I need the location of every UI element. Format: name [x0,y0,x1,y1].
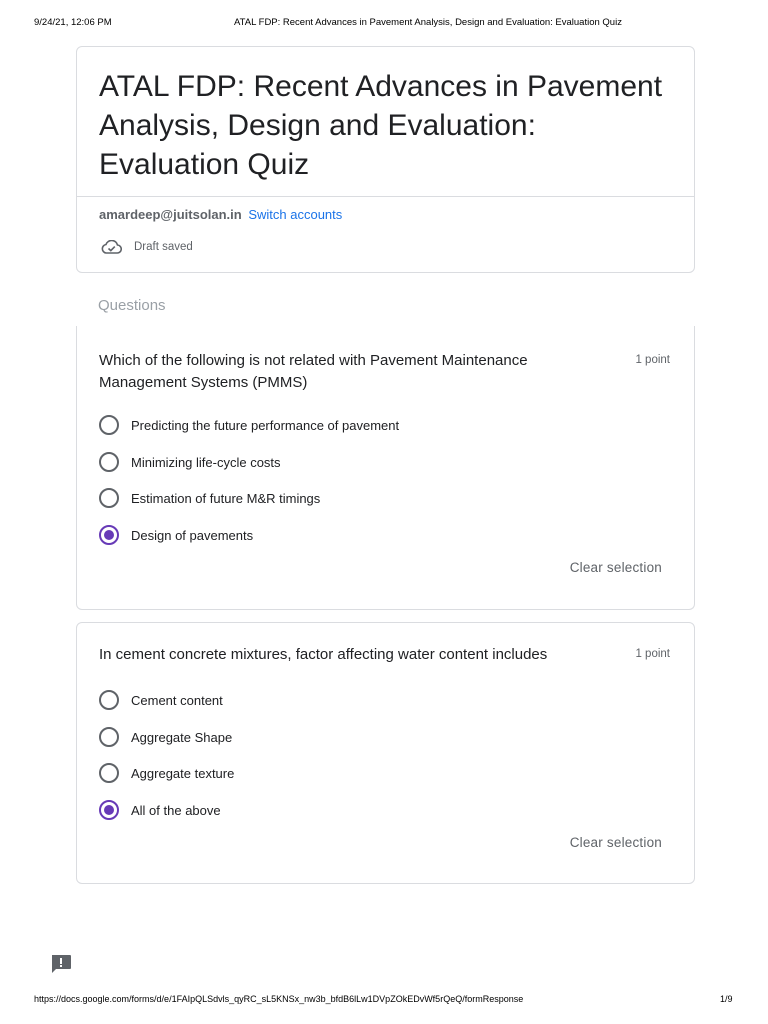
radio-button[interactable] [99,488,119,508]
question-card-1 [76,326,695,610]
clear-selection-button[interactable]: Clear selection [569,560,662,575]
option-label: Predicting the future performance of pavement [131,417,400,433]
option-label: Aggregate Shape [131,729,233,745]
question-card-2 [76,622,695,884]
option-label: Aggregate texture [131,765,235,781]
print-header [0,17,768,31]
question-points: 1 point [635,354,670,366]
radio-button[interactable] [99,690,119,710]
radio-option[interactable] [99,414,399,436]
radio-option-selected[interactable] [99,524,253,546]
header-divider [77,196,694,197]
question-title: In cement concrete mixtures, factor affecting water content includes [99,646,548,663]
option-label: All of the above [131,802,221,818]
account-row [99,207,342,222]
radio-button[interactable] [99,452,119,472]
radio-option[interactable] [99,451,281,473]
radio-option[interactable] [99,689,223,711]
draft-status-text: Draft saved [134,241,193,253]
radio-option[interactable] [99,762,234,784]
form-title: ATAL FDP: Recent Advances in Pavement Analysis, Design and Evaluation: Evaluation Quiz [99,70,663,181]
switch-accounts-link[interactable]: Switch accounts [248,207,343,222]
radio-option[interactable] [99,487,320,509]
question-points: 1 point [635,648,670,660]
radio-button[interactable] [99,727,119,747]
questions-section-label: Questions [98,297,166,314]
print-url: https://docs.google.com/forms/d/e/1FAIpQLSdvls_qyRC_sL5KNSx_nw3b_bfdB6lLw1DVpZOkEDvWf5rQeQ/formResponse [34,994,524,1004]
question-title: Which of the following is not related with Pavement Maintenance Management Systems (PMMS) [99,352,528,391]
radio-option-selected[interactable] [99,799,221,821]
option-label: Cement content [131,692,223,708]
print-page-number: 1/9 [720,994,733,1004]
radio-button[interactable] [99,763,119,783]
report-feedback-icon[interactable] [50,954,72,974]
clear-selection-button[interactable]: Clear selection [569,835,662,850]
cloud-check-icon [101,240,122,254]
radio-button-checked[interactable] [99,800,119,820]
draft-status [101,237,193,257]
option-label: Estimation of future M&R timings [131,490,321,506]
option-label: Design of pavements [131,527,254,543]
form-header-card [76,46,695,273]
radio-button[interactable] [99,415,119,435]
option-label: Minimizing life-cycle costs [131,454,281,470]
print-page-title: ATAL FDP: Recent Advances in Pavement Analysis, Design and Evaluation: Evaluation Quiz [234,17,622,28]
radio-button-checked[interactable] [99,525,119,545]
account-email: amardeep@juitsolan.in [99,207,242,222]
print-datetime: 9/24/21, 12:06 PM [34,17,112,28]
radio-option[interactable] [99,726,232,748]
